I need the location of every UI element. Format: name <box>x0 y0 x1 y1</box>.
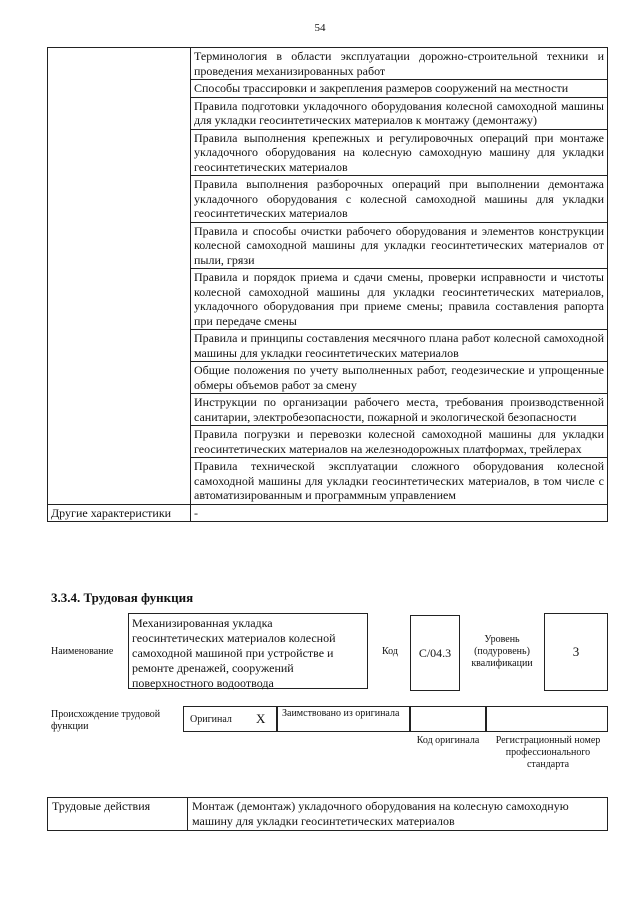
function-code: C/04.3 <box>418 645 452 660</box>
original-label: Оригинал <box>190 714 232 725</box>
registration-number-caption: Регистрационный номер профессионального стандарта <box>495 735 601 770</box>
knowledge-item: Общие положения по учету выполненных работ, геодезические и упрощенные обмеры объемов работ за смену <box>191 362 608 394</box>
knowledge-row <box>48 48 608 80</box>
original-cell <box>183 706 277 732</box>
name-label: Наименование <box>51 646 114 657</box>
labor-actions-table <box>47 797 608 831</box>
level-value: 3 <box>572 644 580 659</box>
knowledge-item: Способы трассировки и закрепления размеров сооружений на местности <box>191 80 608 98</box>
original-mark: X <box>256 711 266 726</box>
code-label: Код <box>382 646 398 657</box>
knowledge-item: Правила погрузки и перевозки колесной самоходной машины для укладки геосинтетических материалов на железнодорожных платформах, трейлерах <box>191 426 608 458</box>
knowledge-item: Правила и порядок приема и сдачи смены, проверки исправности и чистоты колесной самоходной машины для укладки геосинтетических материалов, укладочного оборудования при приеме смены; правила составления рапорта при передаче смены <box>191 269 608 330</box>
original-code-cell <box>410 706 486 732</box>
page-number: 54 <box>314 22 326 34</box>
section-title: 3.3.4. Трудовая функция <box>51 590 194 605</box>
other-characteristics-value: - <box>191 504 608 522</box>
knowledge-table-body <box>48 48 608 522</box>
knowledge-item: Правила и способы очистки рабочего оборудования и элементов конструкции колесной самоходной машины для укладки геосинтетических материалов от пыли, грязи <box>191 222 608 269</box>
knowledge-item: Терминология в области эксплуатации дорожно-строительной техники и проведения механизированных работ <box>191 48 608 80</box>
function-name-box: Механизированная укладка геосинтетических материалов колесной самоходной машиной при устройстве и ремонте дренажей, сооружений поверхностного водоотвода <box>128 613 368 689</box>
labor-action-item: Монтаж (демонтаж) укладочного оборудования на колесную самоходную машину для укладки геосинтетических материалов <box>188 798 608 831</box>
knowledge-item: Правила и принципы составления месячного плана работ колесной самоходной машины для укладки геосинтетических материалов <box>191 330 608 362</box>
other-characteristics-row <box>48 504 608 522</box>
level-label: Уровень (подуровень) квалификации <box>471 634 533 669</box>
other-characteristics-label: Другие характеристики <box>48 504 191 522</box>
knowledge-item: Правила выполнения разборочных операций при выполнении демонтажа укладочного оборудования с колесной самоходной машины для укладки геосинтетических материалов <box>191 176 608 223</box>
knowledge-table <box>47 47 608 522</box>
knowledge-item: Правила выполнения крепежных и регулировочных операций при монтаже укладочного оборудования на колесную самоходную машину для укладки геосинтетических материалов <box>191 129 608 176</box>
knowledge-item: Инструкции по организации рабочего места, требования производственной санитарии, электробезопасности, пожарной и экологической безопасности <box>191 394 608 426</box>
borrowed-label: Заимствовано из оригинала <box>282 708 400 719</box>
labor-actions-body <box>48 798 608 831</box>
level-box <box>544 613 608 691</box>
original-code-caption: Код оригинала <box>416 735 480 746</box>
registration-number-cell <box>486 706 608 732</box>
function-code-box <box>410 615 460 691</box>
borrowed-cell <box>277 706 410 732</box>
knowledge-label-cell <box>48 48 191 505</box>
knowledge-item: Правила технической эксплуатации сложного оборудования колесной самоходной машины для укладки геосинтетических материалов, в том числе с автоматизированным и программным управлением <box>191 458 608 505</box>
origin-label: Происхождение трудовой функции <box>51 709 161 732</box>
knowledge-item: Правила подготовки укладочного оборудования колесной самоходной машины для укладки геосинтетических материалов к монтажу (демонтажу) <box>191 97 608 129</box>
labor-action-row <box>48 798 608 831</box>
labor-actions-label: Трудовые действия <box>48 798 188 831</box>
